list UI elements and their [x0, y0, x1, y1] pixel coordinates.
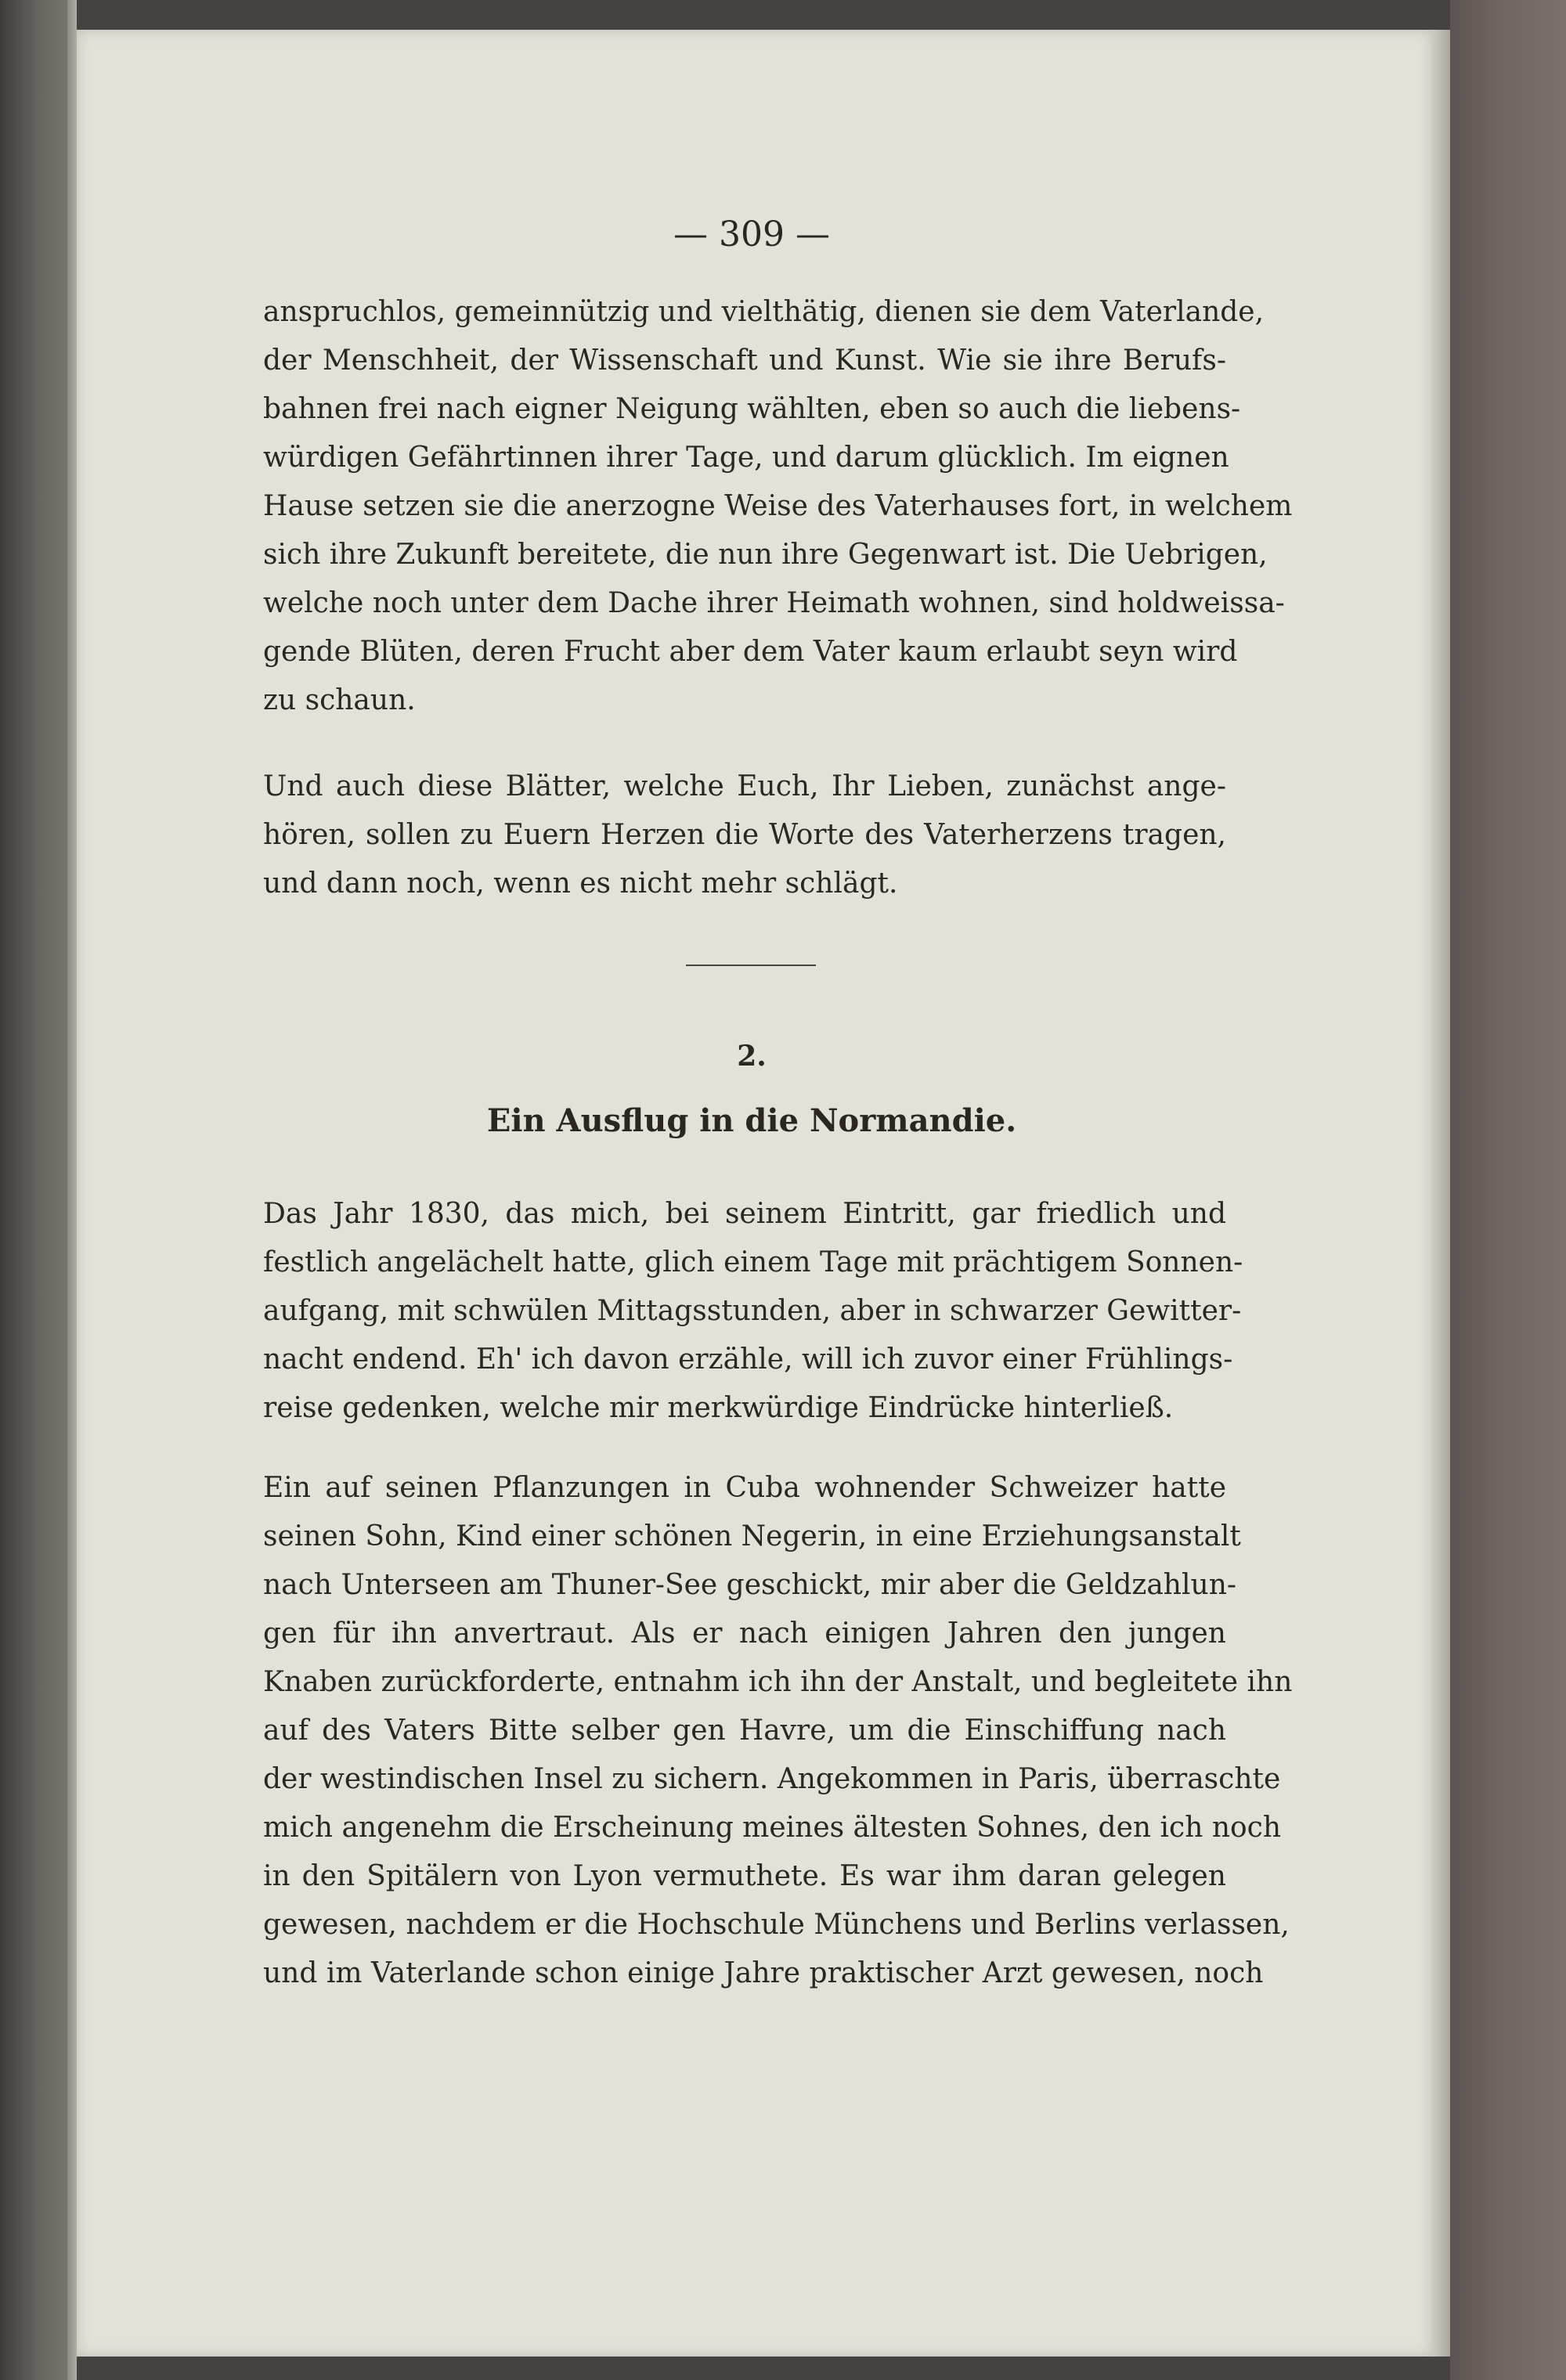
book-cover-top [77, 0, 1450, 30]
text-line: nach Unterseen am Thuner-See geschickt, mir aber die Geldzahlun- [263, 1569, 1237, 1601]
text-line: Hause setzen sie die anerzogne Weise des Vaterhauses fort, in welchem [263, 490, 1293, 522]
text-line: in den Spitälern von Lyon vermuthete. Es war ihm daran gelegen [263, 1860, 1226, 1892]
paragraph-3 [263, 1190, 1243, 1433]
paragraph-4 [263, 1464, 1293, 1998]
text-line: aufgang, mit schwülen Mittagsstunden, aber in schwarzer Gewitter- [263, 1295, 1242, 1327]
text-line: welche noch unter dem Dache ihrer Heimath wohnen, sind holdweissa- [263, 587, 1285, 619]
text-line: Knaben zurückforderte, entnahm ich ihn der Anstalt, und begleitete ihn [263, 1666, 1293, 1698]
text-line: Ein auf seinen Pflanzungen in Cuba wohnender Schweizer hatte [263, 1472, 1226, 1504]
text-line: nacht endend. Eh' ich davon erzähle, will ich zuvor einer Frühlings- [263, 1343, 1233, 1376]
text-line: der Menschheit, der Wissenschaft und Kunst. Wie sie ihre Berufs- [263, 344, 1226, 377]
text-line: festlich angelächelt hatte, glich einem Tage mit prächtigem Sonnen- [263, 1246, 1243, 1278]
paragraph-1 [263, 288, 1293, 725]
text-line: gewesen, nachdem er die Hochschule Münchens und Berlins verlassen, [263, 1909, 1290, 1941]
text-line: bahnen frei nach eigner Neigung wählten, eben so auch die liebens- [263, 393, 1241, 425]
section-title: Ein Ausflug in die Normandie. [486, 1102, 1017, 1139]
book-cover-bottom [77, 2357, 1450, 2380]
text-line: hören, sollen zu Euern Herzen die Worte des Vaterherzens tragen, [263, 819, 1226, 851]
page-edge [1431, 30, 1450, 2357]
text-line: sich ihre Zukunft bereitete, die nun ihre Gegenwart ist. Die Uebrigen, [263, 539, 1268, 571]
text-line: auf des Vaters Bitte selber gen Havre, um die Einschiffung nach [263, 1715, 1226, 1747]
text-line: Das Jahr 1830, das mich, bei seinem Eintritt, gar friedlich und [263, 1198, 1226, 1230]
text-line: anspruchlos, gemeinnützig und vielthätig, dienen sie dem Vaterlande, [263, 296, 1265, 328]
text-line: gen für ihn anvertraut. Als er nach einigen Jahren den jungen [263, 1617, 1226, 1650]
paragraph-2 [263, 763, 1226, 908]
text-line: seinen Sohn, Kind einer schönen Negerin, in eine Erziehungsanstalt [263, 1520, 1241, 1552]
book-cover-left [0, 0, 67, 2380]
text-line: und im Vaterlande schon einige Jahre praktischer Arzt gewesen, noch [263, 1957, 1264, 1989]
text-line: mich angenehm die Erscheinung meines ältesten Sohnes, den ich noch [263, 1812, 1282, 1844]
text-line: würdigen Gefährtinnen ihrer Tage, und darum glücklich. Im eignen [263, 442, 1229, 474]
text-line: reise gedenken, welche mir merkwürdige Eindrücke hinterließ. [263, 1392, 1174, 1424]
text-line: und dann noch, wenn es nicht mehr schlägt. [263, 867, 898, 900]
text-line: der westindischen Insel zu sichern. Angekommen in Paris, überraschte [263, 1763, 1281, 1795]
text-line: Und auch diese Blätter, welche Euch, Ihr Lieben, zunächst ange- [263, 770, 1226, 802]
text-line: gende Blüten, deren Frucht aber dem Vater kaum erlaubt seyn wird [263, 636, 1238, 668]
section-divider [686, 965, 816, 966]
page-number: — 309 — [673, 215, 830, 254]
text-line: zu schaun. [263, 684, 416, 716]
section-number: 2. [737, 1040, 767, 1073]
book-cover-right [1450, 0, 1566, 2380]
